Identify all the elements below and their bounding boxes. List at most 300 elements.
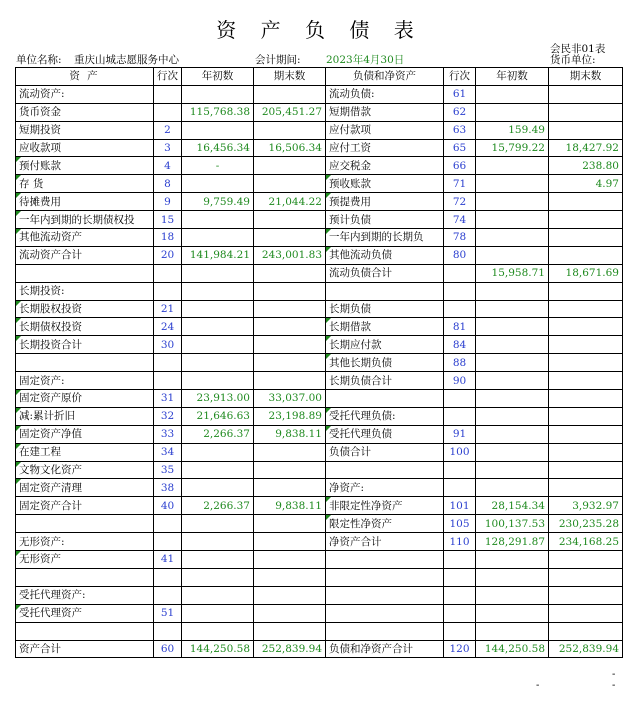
liability-begin-value <box>476 229 549 247</box>
liability-end-value: 18,427.92 <box>549 139 623 157</box>
table-row <box>16 103 623 121</box>
liability-end-value <box>549 586 623 604</box>
asset-end-value <box>254 282 326 300</box>
liability-end-value <box>549 443 623 461</box>
liability-item: 长期借款 <box>326 318 444 336</box>
table-row <box>16 425 623 443</box>
asset-end-value <box>254 336 326 354</box>
col-header-begin-2: 年初数 <box>476 68 549 86</box>
liability-item <box>326 586 444 604</box>
asset-item: 固定资产原价 <box>16 390 154 408</box>
liability-end-value: 3,932.97 <box>549 497 623 515</box>
asset-begin-value <box>182 586 254 604</box>
asset-begin-value: 141,984.21 <box>182 246 254 264</box>
liability-line-no: 84 <box>444 336 476 354</box>
asset-begin-value: 9,759.49 <box>182 193 254 211</box>
table-row <box>16 586 623 604</box>
asset-end-value <box>254 586 326 604</box>
liability-end-value: 234,168.25 <box>549 533 623 551</box>
liability-end-value <box>549 372 623 390</box>
liability-item: 非限定性净资产 <box>326 497 444 515</box>
asset-end-value <box>254 515 326 533</box>
liability-end-value <box>549 425 623 443</box>
liability-begin-value <box>476 211 549 229</box>
table-row <box>16 622 623 640</box>
liability-item: 净资产合计 <box>326 533 444 551</box>
asset-line-no <box>154 282 182 300</box>
liability-begin-value: 128,291.87 <box>476 533 549 551</box>
liability-begin-value <box>476 246 549 264</box>
asset-item <box>16 622 154 640</box>
liability-begin-value: 144,250.58 <box>476 640 549 658</box>
liability-line-no: 100 <box>444 443 476 461</box>
liability-begin-value: 28,154.34 <box>476 497 549 515</box>
liability-line-no <box>444 407 476 425</box>
asset-item: 固定资产清理 <box>16 479 154 497</box>
table-row <box>16 246 623 264</box>
period-value: 2023年4月30日 <box>326 54 405 66</box>
liability-begin-value <box>476 175 549 193</box>
liability-item: 长期应付款 <box>326 336 444 354</box>
asset-begin-value <box>182 175 254 193</box>
asset-item: 预付账款 <box>16 157 154 175</box>
liability-end-value <box>549 336 623 354</box>
asset-begin-value <box>182 121 254 139</box>
asset-line-no: 15 <box>154 211 182 229</box>
footer-dash-1: - <box>612 669 616 680</box>
col-header-begin: 年初数 <box>182 68 254 86</box>
asset-end-value <box>254 604 326 622</box>
liability-line-no: 120 <box>444 640 476 658</box>
table-row <box>16 497 623 515</box>
liability-begin-value <box>476 336 549 354</box>
asset-end-value <box>254 461 326 479</box>
liability-end-value: 238.80 <box>549 157 623 175</box>
asset-item: 资产合计 <box>16 640 154 658</box>
liability-line-no <box>444 586 476 604</box>
asset-item: 受托代理资产: <box>16 586 154 604</box>
liability-line-no <box>444 282 476 300</box>
asset-line-no <box>154 85 182 103</box>
asset-end-value: 16,506.34 <box>254 139 326 157</box>
liability-line-no: 90 <box>444 372 476 390</box>
table-row <box>16 390 623 408</box>
liability-end-value <box>549 479 623 497</box>
table-row <box>16 354 623 372</box>
liability-item: 长期负债合计 <box>326 372 444 390</box>
table-row <box>16 193 623 211</box>
asset-line-no: 2 <box>154 121 182 139</box>
asset-begin-value <box>182 479 254 497</box>
liability-end-value: 252,839.94 <box>549 640 623 658</box>
liability-end-value <box>549 390 623 408</box>
asset-item: 无形资产: <box>16 533 154 551</box>
liability-line-no <box>444 604 476 622</box>
asset-end-value <box>254 318 326 336</box>
liability-item: 负债合计 <box>326 443 444 461</box>
liability-end-value <box>549 568 623 586</box>
table-row <box>16 157 623 175</box>
asset-end-value: 205,451.27 <box>254 103 326 121</box>
liability-item: 短期借款 <box>326 103 444 121</box>
table-row <box>16 640 623 658</box>
table-row <box>16 121 623 139</box>
liability-begin-value <box>476 282 549 300</box>
liability-line-no: 101 <box>444 497 476 515</box>
liability-begin-value <box>476 407 549 425</box>
table-row <box>16 551 623 569</box>
liability-item: 预提费用 <box>326 193 444 211</box>
liability-item <box>326 622 444 640</box>
table-row <box>16 229 623 247</box>
asset-line-no: 51 <box>154 604 182 622</box>
liability-begin-value <box>476 461 549 479</box>
asset-begin-value <box>182 229 254 247</box>
table-row <box>16 336 623 354</box>
liability-end-value: 4.97 <box>549 175 623 193</box>
asset-begin-value: 23,913.00 <box>182 390 254 408</box>
asset-begin-value <box>182 551 254 569</box>
asset-begin-value: 144,250.58 <box>182 640 254 658</box>
table-row <box>16 568 623 586</box>
table-row <box>16 139 623 157</box>
liability-item: 预计负债 <box>326 211 444 229</box>
asset-begin-value: 16,456.34 <box>182 139 254 157</box>
asset-line-no: 41 <box>154 551 182 569</box>
asset-begin-value <box>182 568 254 586</box>
table-header-row <box>16 68 623 86</box>
balance-sheet-table <box>15 67 623 658</box>
asset-item: 固定资产: <box>16 372 154 390</box>
col-header-end-2: 期末数 <box>549 68 623 86</box>
asset-line-no: 9 <box>154 193 182 211</box>
liability-begin-value <box>476 85 549 103</box>
table-row <box>16 533 623 551</box>
liability-end-value: 18,671.69 <box>549 264 623 282</box>
asset-begin-value <box>182 282 254 300</box>
liability-end-value: 230,235.28 <box>549 515 623 533</box>
unit-name-value: 重庆山城志愿服务中心 <box>74 54 179 66</box>
asset-begin-value <box>182 372 254 390</box>
table-row <box>16 175 623 193</box>
asset-line-no <box>154 354 182 372</box>
asset-begin-value: 2,266.37 <box>182 425 254 443</box>
liability-item: 负债和净资产合计 <box>326 640 444 658</box>
asset-end-value <box>254 443 326 461</box>
liability-item: 应付工资 <box>326 139 444 157</box>
footer-dash-2: - <box>536 680 540 691</box>
asset-item <box>16 354 154 372</box>
liability-begin-value <box>476 622 549 640</box>
liability-line-no <box>444 461 476 479</box>
liability-line-no: 110 <box>444 533 476 551</box>
liability-item <box>326 282 444 300</box>
asset-end-value <box>254 568 326 586</box>
asset-item: 无形资产 <box>16 551 154 569</box>
col-header-liabilities: 负债和净资产 <box>326 68 444 86</box>
liability-line-no <box>444 568 476 586</box>
asset-end-value <box>254 157 326 175</box>
table-row <box>16 85 623 103</box>
liability-end-value <box>549 318 623 336</box>
asset-begin-value <box>182 211 254 229</box>
asset-item <box>16 568 154 586</box>
col-header-line-no-2: 行次 <box>444 68 476 86</box>
liability-end-value <box>549 282 623 300</box>
asset-line-no: 24 <box>154 318 182 336</box>
liability-begin-value <box>476 372 549 390</box>
asset-item: 减:累计折旧 <box>16 407 154 425</box>
col-header-assets: 资 产 <box>16 68 154 86</box>
asset-line-no <box>154 586 182 604</box>
asset-end-value <box>254 354 326 372</box>
asset-end-value: 243,001.83 <box>254 246 326 264</box>
liability-line-no: 66 <box>444 157 476 175</box>
asset-line-no: 35 <box>154 461 182 479</box>
asset-item <box>16 264 154 282</box>
table-row <box>16 479 623 497</box>
liability-line-no: 72 <box>444 193 476 211</box>
liability-line-no: 78 <box>444 229 476 247</box>
asset-line-no <box>154 372 182 390</box>
liability-end-value <box>549 121 623 139</box>
table-row <box>16 604 623 622</box>
liability-line-no <box>444 264 476 282</box>
liability-item <box>326 551 444 569</box>
table-row <box>16 443 623 461</box>
asset-line-no: 8 <box>154 175 182 193</box>
liability-item: 应交税金 <box>326 157 444 175</box>
liability-line-no: 61 <box>444 85 476 103</box>
asset-end-value: 33,037.00 <box>254 390 326 408</box>
liability-line-no <box>444 390 476 408</box>
asset-begin-value <box>182 443 254 461</box>
asset-item: 固定资产合计 <box>16 497 154 515</box>
liability-begin-value <box>476 300 549 318</box>
liability-item: 受托代理负债 <box>326 425 444 443</box>
liability-end-value <box>549 551 623 569</box>
asset-item: 货币资金 <box>16 103 154 121</box>
liability-item: 流动负债: <box>326 85 444 103</box>
table-row <box>16 300 623 318</box>
asset-item: 长期投资: <box>16 282 154 300</box>
asset-item: 长期债权投资 <box>16 318 154 336</box>
asset-end-value <box>254 300 326 318</box>
liability-item: 限定性净资产 <box>326 515 444 533</box>
liability-begin-value <box>476 193 549 211</box>
asset-line-no: 3 <box>154 139 182 157</box>
asset-end-value <box>254 622 326 640</box>
asset-line-no <box>154 103 182 121</box>
asset-item: 存 货 <box>16 175 154 193</box>
asset-item: 流动资产合计 <box>16 246 154 264</box>
asset-line-no: 40 <box>154 497 182 515</box>
asset-begin-value <box>182 354 254 372</box>
asset-end-value: 21,044.22 <box>254 193 326 211</box>
liability-end-value <box>549 461 623 479</box>
report-title: 资 产 负 债 表 <box>216 18 423 42</box>
asset-item: 其他流动资产 <box>16 229 154 247</box>
asset-line-no: 20 <box>154 246 182 264</box>
liability-end-value <box>549 246 623 264</box>
liability-item: 其他流动负债 <box>326 246 444 264</box>
liability-line-no: 65 <box>444 139 476 157</box>
asset-begin-value: 2,266.37 <box>182 497 254 515</box>
liability-item <box>326 568 444 586</box>
asset-line-no <box>154 622 182 640</box>
asset-line-no: 31 <box>154 390 182 408</box>
liability-begin-value <box>476 354 549 372</box>
liability-line-no <box>444 551 476 569</box>
liability-line-no <box>444 622 476 640</box>
asset-begin-value <box>182 336 254 354</box>
asset-line-no: 30 <box>154 336 182 354</box>
liability-end-value <box>549 604 623 622</box>
liability-line-no: 105 <box>444 515 476 533</box>
asset-line-no <box>154 568 182 586</box>
liability-begin-value <box>476 568 549 586</box>
asset-item: 应收款项 <box>16 139 154 157</box>
asset-line-no: 21 <box>154 300 182 318</box>
asset-line-no: 34 <box>154 443 182 461</box>
asset-end-value <box>254 264 326 282</box>
unit-name-label: 单位名称: <box>16 54 62 66</box>
table-row <box>16 407 623 425</box>
col-header-end: 期末数 <box>254 68 326 86</box>
liability-begin-value <box>476 443 549 461</box>
liability-begin-value: 159.49 <box>476 121 549 139</box>
asset-item: 固定资产净值 <box>16 425 154 443</box>
asset-item: 待摊费用 <box>16 193 154 211</box>
liability-begin-value <box>476 425 549 443</box>
col-header-line-no: 行次 <box>154 68 182 86</box>
liability-begin-value <box>476 390 549 408</box>
asset-end-value: 9,838.11 <box>254 425 326 443</box>
asset-begin-value <box>182 85 254 103</box>
table-row <box>16 211 623 229</box>
liability-end-value <box>549 354 623 372</box>
asset-begin-value: 21,646.63 <box>182 407 254 425</box>
table-row <box>16 372 623 390</box>
asset-begin-value <box>182 318 254 336</box>
table-row <box>16 282 623 300</box>
liability-begin-value <box>476 318 549 336</box>
asset-begin-value: - <box>182 157 254 175</box>
liability-begin-value <box>476 479 549 497</box>
asset-begin-value <box>182 264 254 282</box>
liability-line-no: 74 <box>444 211 476 229</box>
liability-item: 流动负债合计 <box>326 264 444 282</box>
liability-item: 受托代理负债: <box>326 407 444 425</box>
asset-item: 文物文化资产 <box>16 461 154 479</box>
asset-end-value <box>254 211 326 229</box>
asset-end-value <box>254 372 326 390</box>
liability-end-value <box>549 300 623 318</box>
period-label: 会计期间: <box>255 54 301 66</box>
asset-item <box>16 515 154 533</box>
liability-item: 一年内到期的长期负 <box>326 229 444 247</box>
liability-line-no: 63 <box>444 121 476 139</box>
asset-begin-value <box>182 515 254 533</box>
liability-begin-value <box>476 551 549 569</box>
liability-end-value <box>549 103 623 121</box>
asset-line-no: 18 <box>154 229 182 247</box>
asset-item: 在建工程 <box>16 443 154 461</box>
asset-line-no <box>154 264 182 282</box>
liability-line-no: 62 <box>444 103 476 121</box>
table-row <box>16 318 623 336</box>
asset-end-value: 23,198.89 <box>254 407 326 425</box>
liability-item: 应付款项 <box>326 121 444 139</box>
liability-end-value <box>549 622 623 640</box>
liability-item <box>326 604 444 622</box>
asset-end-value: 9,838.11 <box>254 497 326 515</box>
currency-unit-label: 货币单位: <box>550 54 596 66</box>
asset-end-value <box>254 551 326 569</box>
liability-end-value <box>549 193 623 211</box>
asset-begin-value <box>182 300 254 318</box>
asset-end-value <box>254 175 326 193</box>
liability-line-no: 88 <box>444 354 476 372</box>
liability-begin-value <box>476 586 549 604</box>
table-row <box>16 264 623 282</box>
asset-line-no <box>154 533 182 551</box>
liability-end-value <box>549 229 623 247</box>
asset-line-no: 60 <box>154 640 182 658</box>
asset-item: 短期投资 <box>16 121 154 139</box>
table-row <box>16 515 623 533</box>
liability-begin-value <box>476 157 549 175</box>
liability-item <box>326 461 444 479</box>
liability-line-no: 80 <box>444 246 476 264</box>
liability-item: 其他长期负债 <box>326 354 444 372</box>
liability-begin-value <box>476 604 549 622</box>
liability-line-no: 71 <box>444 175 476 193</box>
asset-item: 一年内到期的长期债权投 <box>16 211 154 229</box>
form-number: 会民非01表 <box>550 43 606 55</box>
asset-begin-value <box>182 604 254 622</box>
liability-begin-value <box>476 103 549 121</box>
asset-line-no: 33 <box>154 425 182 443</box>
asset-line-no: 32 <box>154 407 182 425</box>
liability-begin-value: 15,799.22 <box>476 139 549 157</box>
asset-end-value <box>254 533 326 551</box>
asset-item: 受托代理资产 <box>16 604 154 622</box>
footer-dash-3: - <box>612 680 616 691</box>
liability-item: 长期负债 <box>326 300 444 318</box>
liability-end-value <box>549 407 623 425</box>
asset-end-value <box>254 479 326 497</box>
asset-line-no: 38 <box>154 479 182 497</box>
asset-end-value <box>254 229 326 247</box>
liability-begin-value: 15,958.71 <box>476 264 549 282</box>
asset-line-no <box>154 515 182 533</box>
liability-end-value <box>549 211 623 229</box>
asset-begin-value: 115,768.38 <box>182 103 254 121</box>
liability-line-no <box>444 300 476 318</box>
asset-end-value <box>254 85 326 103</box>
asset-item: 长期股权投资 <box>16 300 154 318</box>
asset-item: 长期投资合计 <box>16 336 154 354</box>
table-row <box>16 461 623 479</box>
liability-item: 预收账款 <box>326 175 444 193</box>
liability-begin-value: 100,137.53 <box>476 515 549 533</box>
asset-item: 流动资产: <box>16 85 154 103</box>
liability-line-no <box>444 479 476 497</box>
liability-line-no: 91 <box>444 425 476 443</box>
asset-end-value <box>254 121 326 139</box>
liability-line-no: 81 <box>444 318 476 336</box>
